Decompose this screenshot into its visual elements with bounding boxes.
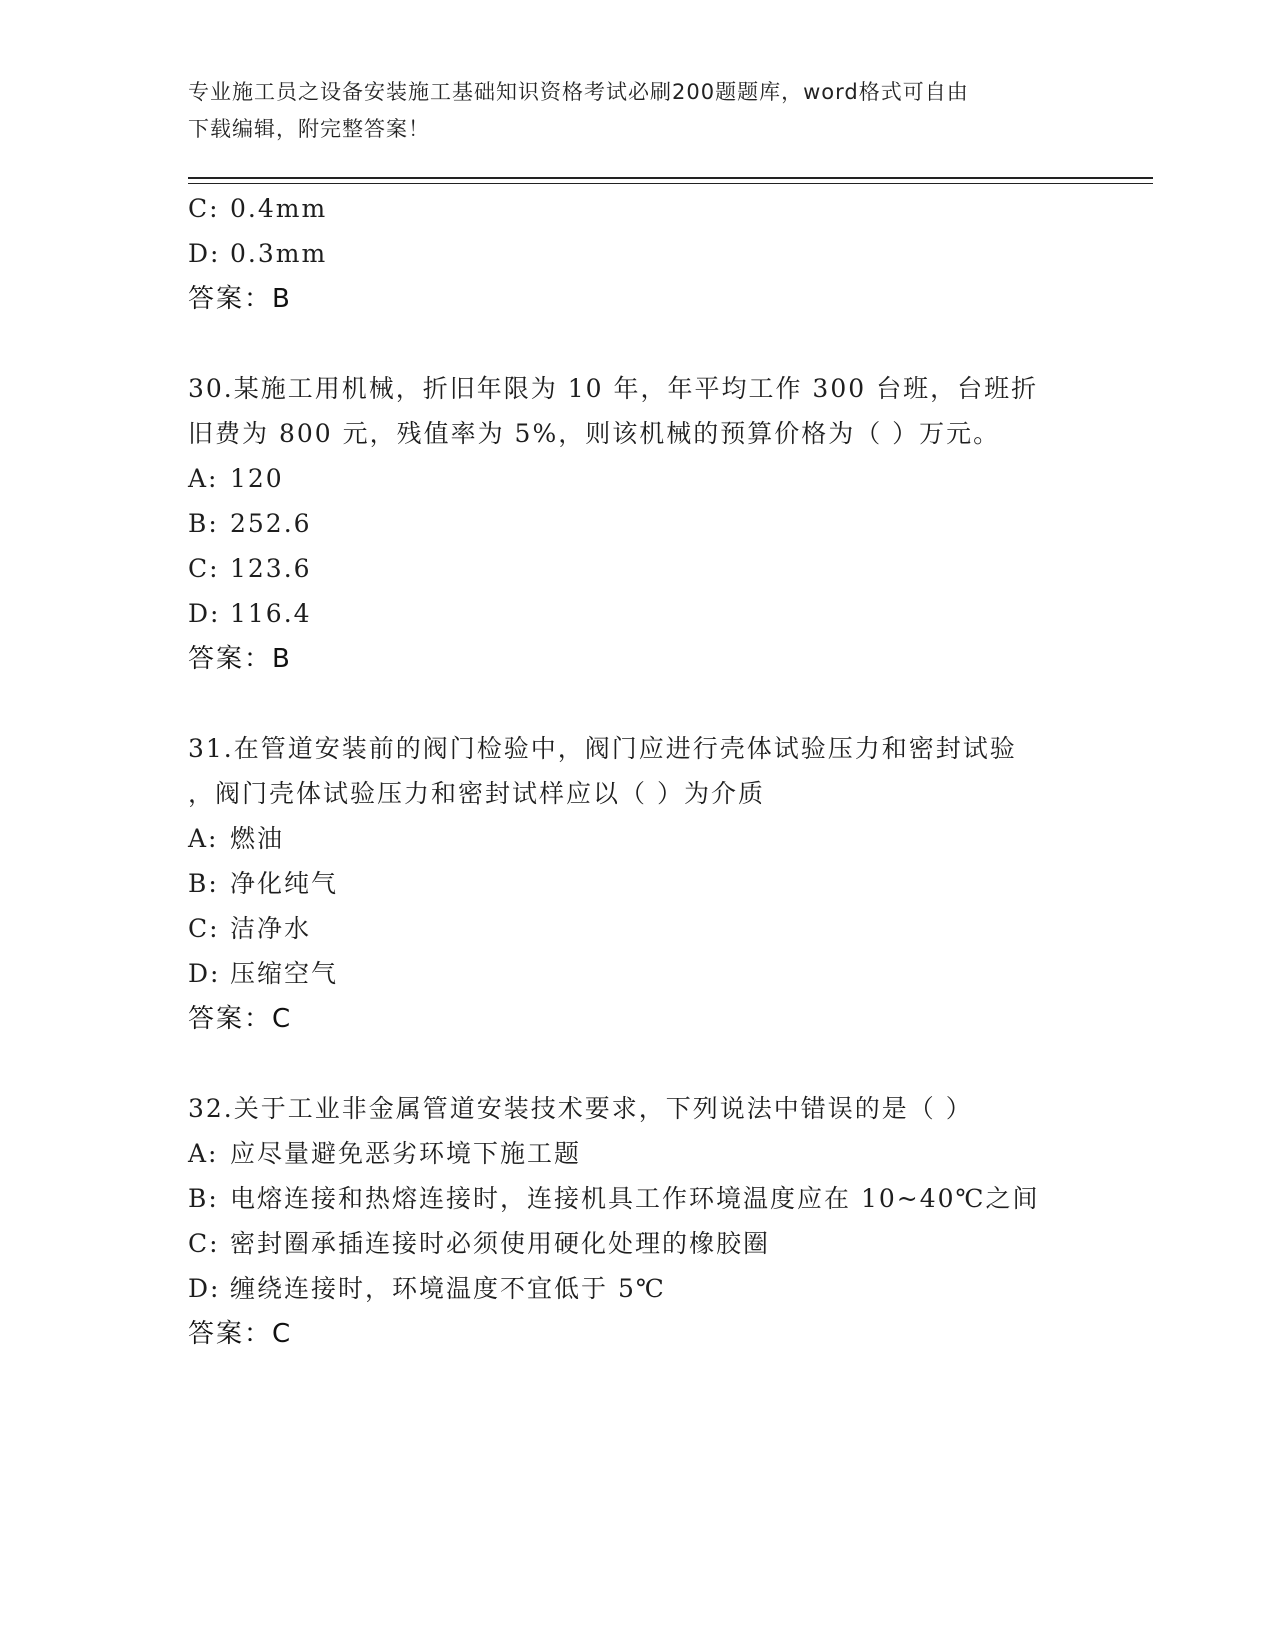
q29-answer: 答案：B [188,284,292,314]
q30-stem-line-2: 旧费为 800 元，残值率为 5%，则该机械的预算价格为（ ）万元。 [188,419,1001,448]
q31-option-a: A: 燃油 [188,824,285,853]
q31-stem-line-1: 31.在管道安装前的阀门检验中，阀门应进行壳体试验压力和密封试验 [188,734,1017,763]
q30-option-d: D: 116.4 [188,599,312,628]
q32-option-d: D: 缠绕连接时，环境温度不宜低于 5℃ [188,1274,666,1303]
q30-stem-line-1: 30.某施工用机械，折旧年限为 10 年，年平均工作 300 台班，台班折 [188,374,1039,403]
q30-option-c: C: 123.6 [188,554,312,583]
q31-option-d: D: 压缩空气 [188,959,339,988]
document-header [188,74,1078,148]
q32-option-a: A: 应尽量避免恶劣环境下施工题 [188,1139,582,1168]
header-line-2: 下载编辑，附完整答案！ [188,117,430,141]
q31-answer: 答案：C [188,1004,293,1034]
q31-option-b: B: 净化纯气 [188,869,339,898]
q32-option-b: B: 电熔连接和热熔连接时，连接机具工作环境温度应在 10~40℃之间 [188,1184,1040,1213]
header-rule-thin [188,183,1153,184]
q29-option-d: D: 0.3mm [188,239,328,268]
header-line-1: 专业施工员之设备安装施工基础知识资格考试必刷200题题库，word格式可自由 [188,80,969,104]
q31-option-c: C: 洁净水 [188,914,312,943]
q29-option-c: C: 0.4mm [188,194,328,223]
q32-option-c: C: 密封圈承插连接时必须使用硬化处理的橡胶圈 [188,1229,771,1258]
q30-option-b: B: 252.6 [188,509,312,538]
q30-answer: 答案：B [188,644,292,674]
q31-stem-line-2: ，阀门壳体试验压力和密封试样应以（ ）为介质 [188,779,765,808]
q30-option-a: A: 120 [188,464,284,493]
q32-answer: 答案：C [188,1319,293,1349]
q32-stem-line-1: 32.关于工业非金属管道安装技术要求，下列说法中错误的是（ ） [188,1094,973,1123]
header-rule-thick [188,177,1153,179]
